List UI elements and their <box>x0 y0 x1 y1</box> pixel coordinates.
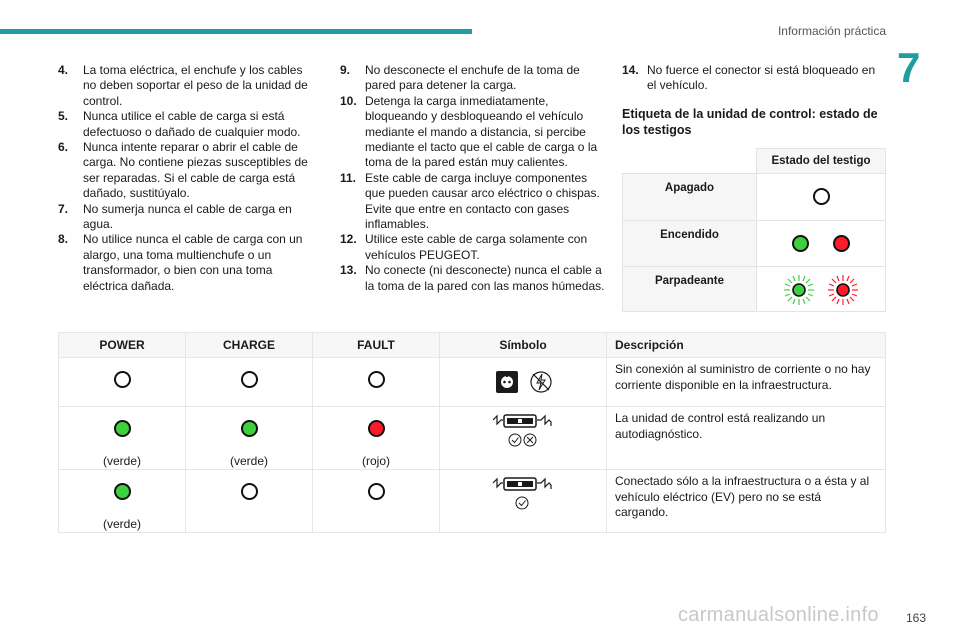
charge-cell <box>186 470 313 533</box>
col-header-power: POWER <box>59 333 186 358</box>
led-color-label: (verde) <box>102 454 141 468</box>
item-number: 14. <box>622 63 639 77</box>
control-unit-status-table <box>58 332 886 533</box>
symbol-cell <box>440 407 607 470</box>
table-corner <box>623 148 757 173</box>
led-off-icon <box>813 188 830 205</box>
state-symbol <box>757 173 886 220</box>
led-green-icon <box>241 420 258 437</box>
led-color-label: (verde) <box>229 454 268 468</box>
list-item <box>340 94 605 171</box>
item-text: No fuerce el conector si está bloqueado en el vehículo. <box>647 63 876 93</box>
charge-cell <box>186 407 313 470</box>
item-number: 10. <box>340 93 357 108</box>
connected-not-charging-symbol-icon <box>491 477 555 511</box>
item-number: 11. <box>340 170 357 185</box>
list-item <box>340 63 605 94</box>
charge-cell <box>186 358 313 407</box>
item-number: 8. <box>58 232 69 247</box>
instructions-column-1 <box>58 63 313 294</box>
description-cell: Conectado sólo a la infraestructura o a ésta y al vehículo eléctrico (EV) pero no se está cargando. <box>607 470 886 533</box>
state-label: Parpadeante <box>623 266 757 311</box>
item-text: Nunca utilice el cable de carga si está defectuoso o dañado de cualquier modo. <box>83 109 301 139</box>
power-cell <box>59 470 186 533</box>
col-header-symbol: Símbolo <box>440 333 607 358</box>
item-text: Detenga la carga inmediatamente, bloqueando y desbloqueando el vehículo mediante el mando a distancia, si percibe mediante el tacto que el cable de carga o la toma de la pared están muy calientes. <box>365 93 598 170</box>
power-cell <box>59 407 186 470</box>
led-off-icon <box>241 371 258 388</box>
item-number: 5. <box>58 109 69 124</box>
led-off-icon <box>368 371 385 388</box>
led-off-icon <box>114 371 131 388</box>
table-header-row <box>59 333 886 358</box>
item-number: 9. <box>340 63 351 77</box>
list-item <box>340 171 605 233</box>
description-cell: Sin conexión al suministro de corriente o no hay corriente disponible en la infraestructura. <box>607 358 886 407</box>
item-text: No conecte (ni desconecte) nunca el cable a la toma de la pared con las manos húmedas. <box>365 263 605 293</box>
table-row <box>59 358 886 407</box>
led-green-icon <box>114 420 131 437</box>
instructions-column-3 <box>622 63 887 312</box>
subsection-heading: Etiqueta de la unidad de control: estado de los testigos <box>622 106 878 137</box>
watermark: carmanualsonline.info <box>678 604 879 626</box>
item-number: 12. <box>340 232 357 247</box>
symbol-cell <box>440 470 607 533</box>
col-header-description: Descripción <box>607 333 886 358</box>
col-header-charge: CHARGE <box>186 333 313 358</box>
table-row <box>59 407 886 470</box>
no-power-symbol-icon <box>486 369 560 395</box>
led-off-icon <box>368 483 385 500</box>
item-text: No utilice nunca el cable de carga con un alargo, una toma multienchufe o un transformador, o bien con una toma eléctrica dañada. <box>83 232 303 293</box>
col-header-fault: FAULT <box>313 333 440 358</box>
list-item <box>58 109 313 140</box>
symbol-cell <box>440 358 607 407</box>
instructions-column-2 <box>340 63 605 294</box>
item-text: Este cable de carga incluye componentes que pueden causar arco eléctrico o chispas. Evite que entre en contacto con gases inflamables. <box>365 170 600 232</box>
item-text: No desconecte el enchufe de la toma de pared para detener la carga. <box>365 63 580 93</box>
table-row <box>59 470 886 533</box>
state-symbol <box>757 220 886 266</box>
item-text: Nunca intente reparar o abrir el cable de carga. No contiene piezas susceptibles de ser reparadas. Si el cable de carga está dañado, sustitúyalo. <box>83 140 308 201</box>
led-off-icon <box>241 483 258 500</box>
header-accent-bar <box>0 29 472 34</box>
list-item <box>58 63 313 109</box>
led-green-icon <box>792 235 809 252</box>
item-text: La toma eléctrica, el enchufe y los cables no deben soportar el peso de la unidad de control. <box>83 63 308 108</box>
led-color-label: (verde) <box>102 517 141 531</box>
self-diagnostic-symbol-icon <box>491 414 555 448</box>
led-state-table <box>622 148 886 312</box>
list-item <box>622 63 887 94</box>
item-number: 6. <box>58 140 69 155</box>
item-number: 4. <box>58 63 69 77</box>
page-number: 163 <box>905 611 926 625</box>
state-symbol <box>757 266 886 311</box>
fault-cell <box>313 470 440 533</box>
power-cell <box>59 358 186 407</box>
led-red-icon <box>833 235 850 252</box>
list-item <box>340 263 605 294</box>
fault-cell <box>313 407 440 470</box>
list-item <box>58 140 313 202</box>
table-header: Estado del testigo <box>757 148 886 173</box>
fault-cell <box>313 358 440 407</box>
section-title: Información práctica <box>777 24 886 38</box>
item-text: Utilice este cable de carga solamente con vehículos PEUGEOT. <box>365 232 588 262</box>
item-number: 7. <box>58 201 69 216</box>
description-cell: La unidad de control está realizando un autodiagnóstico. <box>607 407 886 470</box>
state-label: Apagado <box>623 173 757 220</box>
list-item <box>58 232 313 294</box>
list-item <box>340 232 605 263</box>
item-number: 13. <box>340 263 357 278</box>
chapter-number: 7 <box>897 44 921 91</box>
led-red-blinking-icon <box>826 273 860 307</box>
led-green-icon <box>114 483 131 500</box>
led-red-icon <box>368 420 385 437</box>
state-label: Encendido <box>623 220 757 266</box>
item-text: No sumerja nunca el cable de carga en agua. <box>83 201 292 232</box>
list-item <box>58 202 313 233</box>
led-green-blinking-icon <box>782 273 816 307</box>
led-color-label: (rojo) <box>361 454 390 468</box>
